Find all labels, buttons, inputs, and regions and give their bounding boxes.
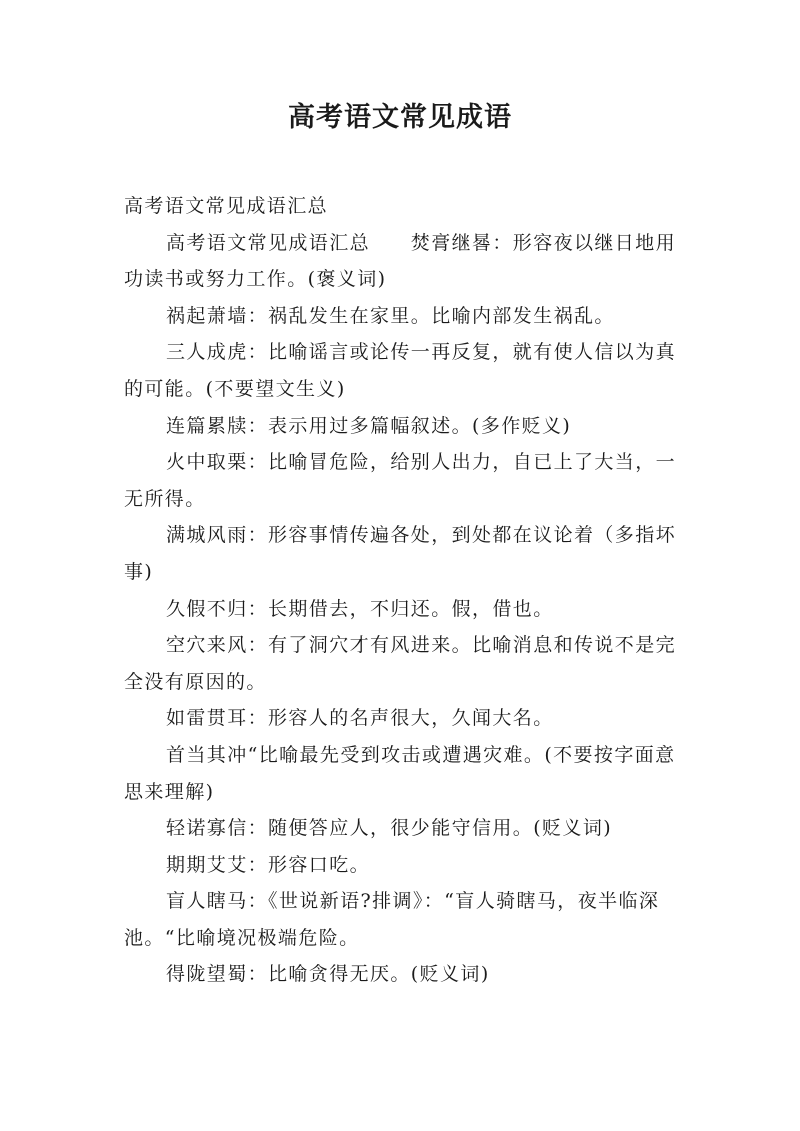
paragraph: 高考语文常见成语汇总 焚膏继晷：形容夜以继日地用功读书或努力工作。(褒义词) — [124, 231, 677, 291]
document-body — [124, 188, 684, 993]
paragraph: 期期艾艾：形容口吃。 — [166, 853, 371, 876]
paragraph: 连篇累牍：表示用过多篇幅叙述。(多作贬义) — [166, 414, 572, 437]
paragraph: 如雷贯耳：形容人的名声很大，久闻大名。 — [166, 707, 554, 730]
paragraph: 满城风雨：形容事情传遍各处，到处都在议论着（多指坏事) — [124, 524, 677, 583]
paragraph: 空穴来风：有了洞穴才有风进来。比喻消息和传说不是完全没有原因的。 — [124, 634, 677, 693]
paragraph: 轻诺寡信：随便答应人，很少能守信用。(贬义词) — [166, 817, 613, 840]
paragraph: 得陇望蜀：比喻贪得无厌。(贬义词) — [166, 963, 490, 986]
paragraph: 三人成虎：比喻谣言或论传一再反复，就有使人信以为真的可能。(不要望文生义) — [124, 341, 677, 400]
paragraph: 祸起萧墙：祸乱发生在家里。比喻内部发生祸乱。 — [166, 304, 615, 327]
paragraph: 火中取栗：比喻冒危险，给别人出力，自已上了大当，一无所得。 — [124, 451, 677, 510]
paragraph: 久假不归：长期借去，不归还。假，借也。 — [166, 597, 554, 620]
page-title: 高考语文常见成语 — [288, 102, 512, 133]
paragraph-heading: 高考语文常见成语汇总 — [124, 195, 329, 217]
paragraph: 盲人瞎马：《世说新语?排调》：“盲人骑瞎马，夜半临深池。“比喻境况极端危险。 — [124, 890, 660, 949]
paragraph: 首当其冲“比喻最先受到攻击或遭遇灾难。(不要按字面意思来理解) — [124, 743, 676, 803]
